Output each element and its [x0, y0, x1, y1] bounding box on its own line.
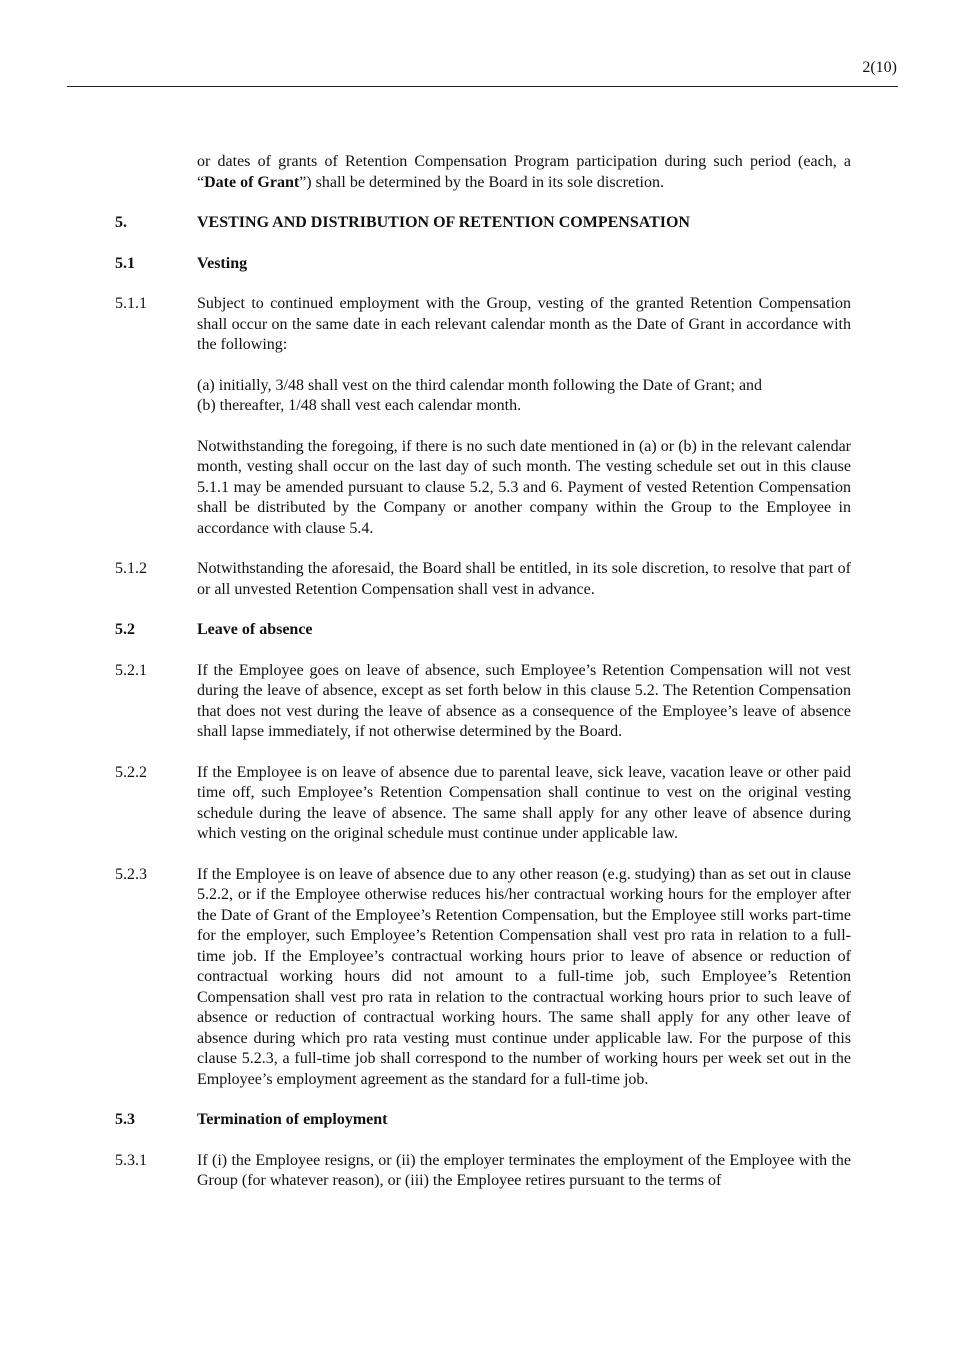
clause-number: 5.2.1	[115, 661, 147, 679]
clause-5-2-3	[115, 865, 851, 1091]
vesting-item-a: (a) initially, 3/48 shall vest on the third calendar month following the Date of Grant; and	[197, 376, 763, 394]
subsection-5-3-heading	[115, 1110, 851, 1131]
subsection-5-2-heading	[115, 620, 851, 641]
subsection-title: Vesting	[197, 254, 248, 272]
clause-number: 5.1.2	[115, 560, 147, 577]
intro-paragraph	[197, 152, 851, 193]
clause-text: If the Employee goes on leave of absence, such Employee’s Retention Compensation will not vest during the leave of absence, except as set forth below in this clause 5.2. The Retention Compensation that does not vest during the leave of absence as a consequence of the Employee’s leave of absence shall lapse immediately, if not otherwise determined by the Board.	[197, 661, 851, 740]
clause-text: If the Employee is on leave of absence due to any other reason (e.g. studying) than as set out in clause 5.2.2, or if the Employee otherwise reduces his/her contractual working hours for the employer after the Date of Grant of the Employee’s Retention Compensation, but the Employee still works part-time for the employer, such Employee’s Retention Compensation shall vest pro rata in relation to a full-time job. If the Employee’s contractual working hours prior to leave of absence or reduction of contractual working hours did not amount to a full-time job, such Employee’s Retention Compensation shall vest pro rata in relation to the contractual working hours prior to such leave of absence or reduction of contractual working hours. The same shall apply for any other leave of absence during which pro rata vesting must continue under applicable law. For the purpose of this clause 5.2.3, a full-time job shall correspond to the number of working hours per week set out in the Employee’s employment agreement as the standard for a full-time job.	[197, 865, 851, 1088]
clause-5-2-2	[115, 763, 851, 845]
section-title: VESTING AND DISTRIBUTION OF RETENTION COMPENSATION	[197, 214, 690, 231]
subsection-title: Leave of absence	[197, 621, 313, 638]
clause-number: 5.3.1	[115, 1151, 147, 1169]
vesting-item-b: (b) thereafter, 1/48 shall vest each calendar month.	[197, 397, 522, 414]
section-number: 5.	[115, 214, 127, 231]
clause-5-1-1	[115, 294, 851, 356]
subsection-5-1-heading	[115, 254, 851, 275]
page-number: 2(10)	[862, 59, 897, 76]
clause-5-3-1	[115, 1151, 851, 1192]
document-body	[115, 152, 851, 1192]
clause-text: Subject to continued employment with the Group, vesting of the granted Retention Compensation shall occur on the same date in each relevant calendar month as the Date of Grant in accordance with the following:	[197, 295, 851, 353]
subsection-title: Termination of employment	[197, 1111, 388, 1128]
section-5-heading	[115, 213, 851, 234]
defined-term-date-of-grant: Date of Grant	[204, 173, 300, 191]
intro-text-before: or dates of grants of Retention Compensation Program participation during such period (each, a “	[197, 153, 851, 191]
clause-text: If (i) the Employee resigns, or (ii) the employer terminates the employment of the Employee with the Group (for whatever reason), or (iii) the Employee retires pursuant to the terms of	[197, 1151, 851, 1189]
vesting-note: Notwithstanding the foregoing, if there is no such date mentioned in (a) or (b) in the relevant calendar month, vesting shall occur on the last day of such month. The vesting schedule set out in this clause 5.1.1 may be amended pursuant to clause 5.2, 5.3 and 6. Payment of vested Retention Compensation shall be distributed by the Company or another company within the Group to the Employee in accordance with clause 5.4.	[197, 437, 851, 537]
clause-number: 5.1.1	[115, 295, 147, 312]
clause-text: If the Employee is on leave of absence due to parental leave, sick leave, vacation leave or other paid time off, such Employee’s Retention Compensation shall continue to vest on the original vesting schedule during the leave of absence. The same shall apply for any other leave of absence during which vesting on the original schedule must continue under applicable law.	[197, 763, 851, 842]
header-divider	[67, 86, 898, 87]
clause-number: 5.2.3	[115, 865, 147, 883]
clause-5-1-2	[115, 559, 851, 600]
subsection-number: 5.1	[115, 254, 135, 272]
clause-text: Notwithstanding the aforesaid, the Board shall be entitled, in its sole discretion, to resolve that part of or all unvested Retention Compensation shall vest in advance.	[197, 560, 851, 598]
intro-text-after: ”) shall be determined by the Board in its sole discretion.	[299, 173, 664, 191]
clause-number: 5.2.2	[115, 763, 147, 781]
subsection-number: 5.3	[115, 1111, 135, 1128]
clause-5-2-1	[115, 661, 851, 743]
subsection-number: 5.2	[115, 621, 135, 638]
